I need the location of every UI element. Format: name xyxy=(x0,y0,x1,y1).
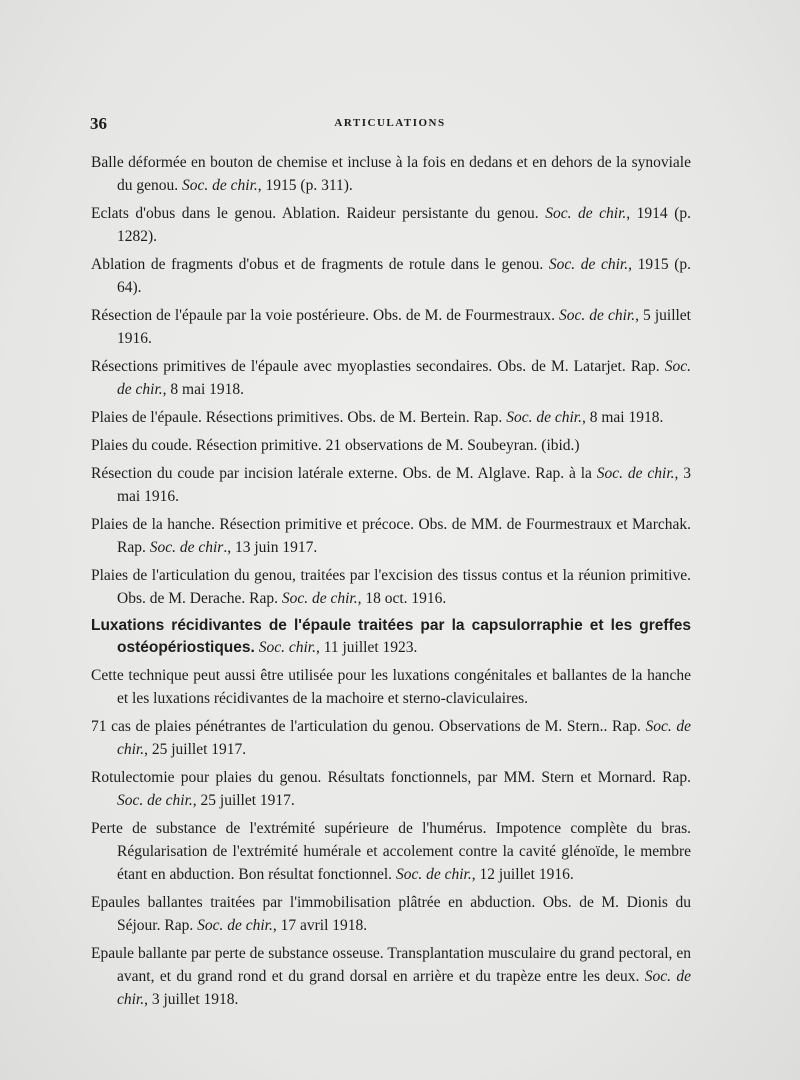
entry-text: Plaies du coude. Résection primitive. 21 observations de M. Soubeyran. (ibid.) xyxy=(91,437,580,454)
entry-ref: Soc. de chir. xyxy=(545,205,627,222)
list-item xyxy=(91,942,691,1011)
entry-text: Cette technique peut aussi être utilisée pour les luxations congénitales et ballantes de la hanche et les luxations récidivantes de la machoire et sterno-claviculaires. xyxy=(91,667,691,707)
entry-ref: Soc. de chir. xyxy=(395,866,472,883)
entry-text: Eclats d'obus dans le genou. Ablation. Raideur persistante du genou. xyxy=(91,205,546,222)
list-item xyxy=(91,513,691,559)
list-item xyxy=(91,715,691,761)
entry-text: Plaies de l'épaule. Résections primitives. Obs. de M. Bertein. Rap. xyxy=(91,409,507,426)
entry-ref: Soc. de chir. xyxy=(117,792,193,809)
section-title: Luxations récidivantes de l'épaule traitées par la capsulorraphie et les greffes ostéopériostiques. xyxy=(91,617,691,656)
entry-tail: , 5 juillet 1916. xyxy=(117,307,691,347)
running-title: ARTICULATIONS xyxy=(334,117,446,129)
list-item xyxy=(91,564,691,610)
entry-ref: Soc. de chir. xyxy=(117,968,691,1008)
entry-text: Epaules ballantes traitées par l'immobilisation plâtrée en abduction. Obs. de M. Dionis du Séjour. Rap. xyxy=(91,894,691,934)
entry-text: Résections primitives de l'épaule avec myoplasties secondaires. Obs. de M. Latarjet. Rap. xyxy=(91,358,665,375)
entry-text: Rotulectomie pour plaies du genou. Résultats fonctionnels, par MM. Stern et Mornard. Rap. xyxy=(91,769,691,786)
entry-tail: , 8 mai 1918. xyxy=(581,409,664,426)
list-item xyxy=(91,891,691,937)
entry-ref: Soc. de chir xyxy=(149,539,224,556)
entry-tail: , 25 juillet 1917. xyxy=(192,792,295,809)
entry-tail: , 17 avril 1918. xyxy=(272,917,368,934)
list-item xyxy=(91,253,691,299)
section-ref: Soc. chir. xyxy=(258,639,316,656)
entry-text: Balle déformée en bouton de chemise et incluse à la fois en dedans et en dehors de la synoviale du genou. xyxy=(91,154,691,194)
section-tail: , 11 juillet 1923. xyxy=(315,639,418,656)
entry-tail: , 1914 (p. 1282). xyxy=(117,205,691,245)
entry-ref: Soc. de chir. xyxy=(117,718,692,758)
entry-ref: Soc. de chir. xyxy=(117,358,691,398)
entry-tail: , 1915 (p. 311). xyxy=(257,177,353,194)
entry-ref: Soc. de chir. xyxy=(506,409,582,426)
entry-tail: , 25 juillet 1917. xyxy=(144,741,247,758)
list-item xyxy=(91,304,691,350)
entry-tail: ., 13 juin 1917. xyxy=(223,539,318,556)
entry-tail: , 8 mai 1918. xyxy=(162,381,245,398)
entry-text: 71 cas de plaies pénétrantes de l'articulation du genou. Observations de M. Stern.. Rap. xyxy=(91,718,646,735)
entry-text: Résection du coude par incision latérale externe. Obs. de M. Alglave. Rap. à la xyxy=(91,465,597,482)
entry-tail: , 3 mai 1916. xyxy=(117,465,692,505)
section-heading xyxy=(91,615,691,659)
entry-ref: Soc. de chir. xyxy=(548,256,629,273)
list-item xyxy=(91,664,691,710)
entry-text: Epaule ballante par perte de substance osseuse. Transplantation musculaire du grand pectoral, en avant, et du grand rond et du grand dorsal en arrière et du trapèze entre les deux. xyxy=(91,945,691,985)
entry-ref: Soc. de chir. xyxy=(596,465,675,482)
page-number: 36 xyxy=(90,114,107,133)
list-item xyxy=(91,434,691,457)
entry-text: Perte de substance de l'extrémité supérieure de l'humérus. Impotence complète du bras. Régularisation de l'extrémité humérale et accolement contre la cavité glénoïde, le membre étant en abduction. Bon résultat fonctionnel. xyxy=(91,820,691,883)
entry-text: Plaies de la hanche. Résection primitive et précoce. Obs. de MM. de Fourmestraux et Marchak. Rap. xyxy=(91,516,691,556)
entry-text: Résection de l'épaule par la voie postérieure. Obs. de M. de Fourmestraux. xyxy=(91,307,559,324)
entry-ref: Soc. de chir. xyxy=(281,590,358,607)
entry-text: Ablation de fragments d'obus et de fragments de rotule dans le genou. xyxy=(91,256,549,273)
list-item xyxy=(91,462,691,508)
list-item xyxy=(91,766,691,812)
entry-ref: Soc. de chir. xyxy=(182,177,258,194)
entry-tail: , 12 juillet 1916. xyxy=(471,866,574,883)
list-item xyxy=(91,202,691,248)
list-item xyxy=(91,817,691,886)
list-item xyxy=(91,355,691,401)
list-item xyxy=(91,406,691,429)
entry-tail: , 18 oct. 1916. xyxy=(357,590,447,607)
bibliography-list xyxy=(91,151,691,1016)
entry-tail: , 3 juillet 1918. xyxy=(144,991,239,1008)
entry-tail: , 1915 (p. 64). xyxy=(117,256,691,296)
list-item xyxy=(91,151,691,197)
entry-text: Plaies de l'articulation du genou, traitées par l'excision des tissus contus et la réunion primitive. Obs. de M. Derache. Rap. xyxy=(91,567,691,607)
entry-ref: Soc. de chir. xyxy=(559,307,636,324)
page-header xyxy=(90,114,690,138)
entry-ref: Soc. de chir. xyxy=(197,917,273,934)
